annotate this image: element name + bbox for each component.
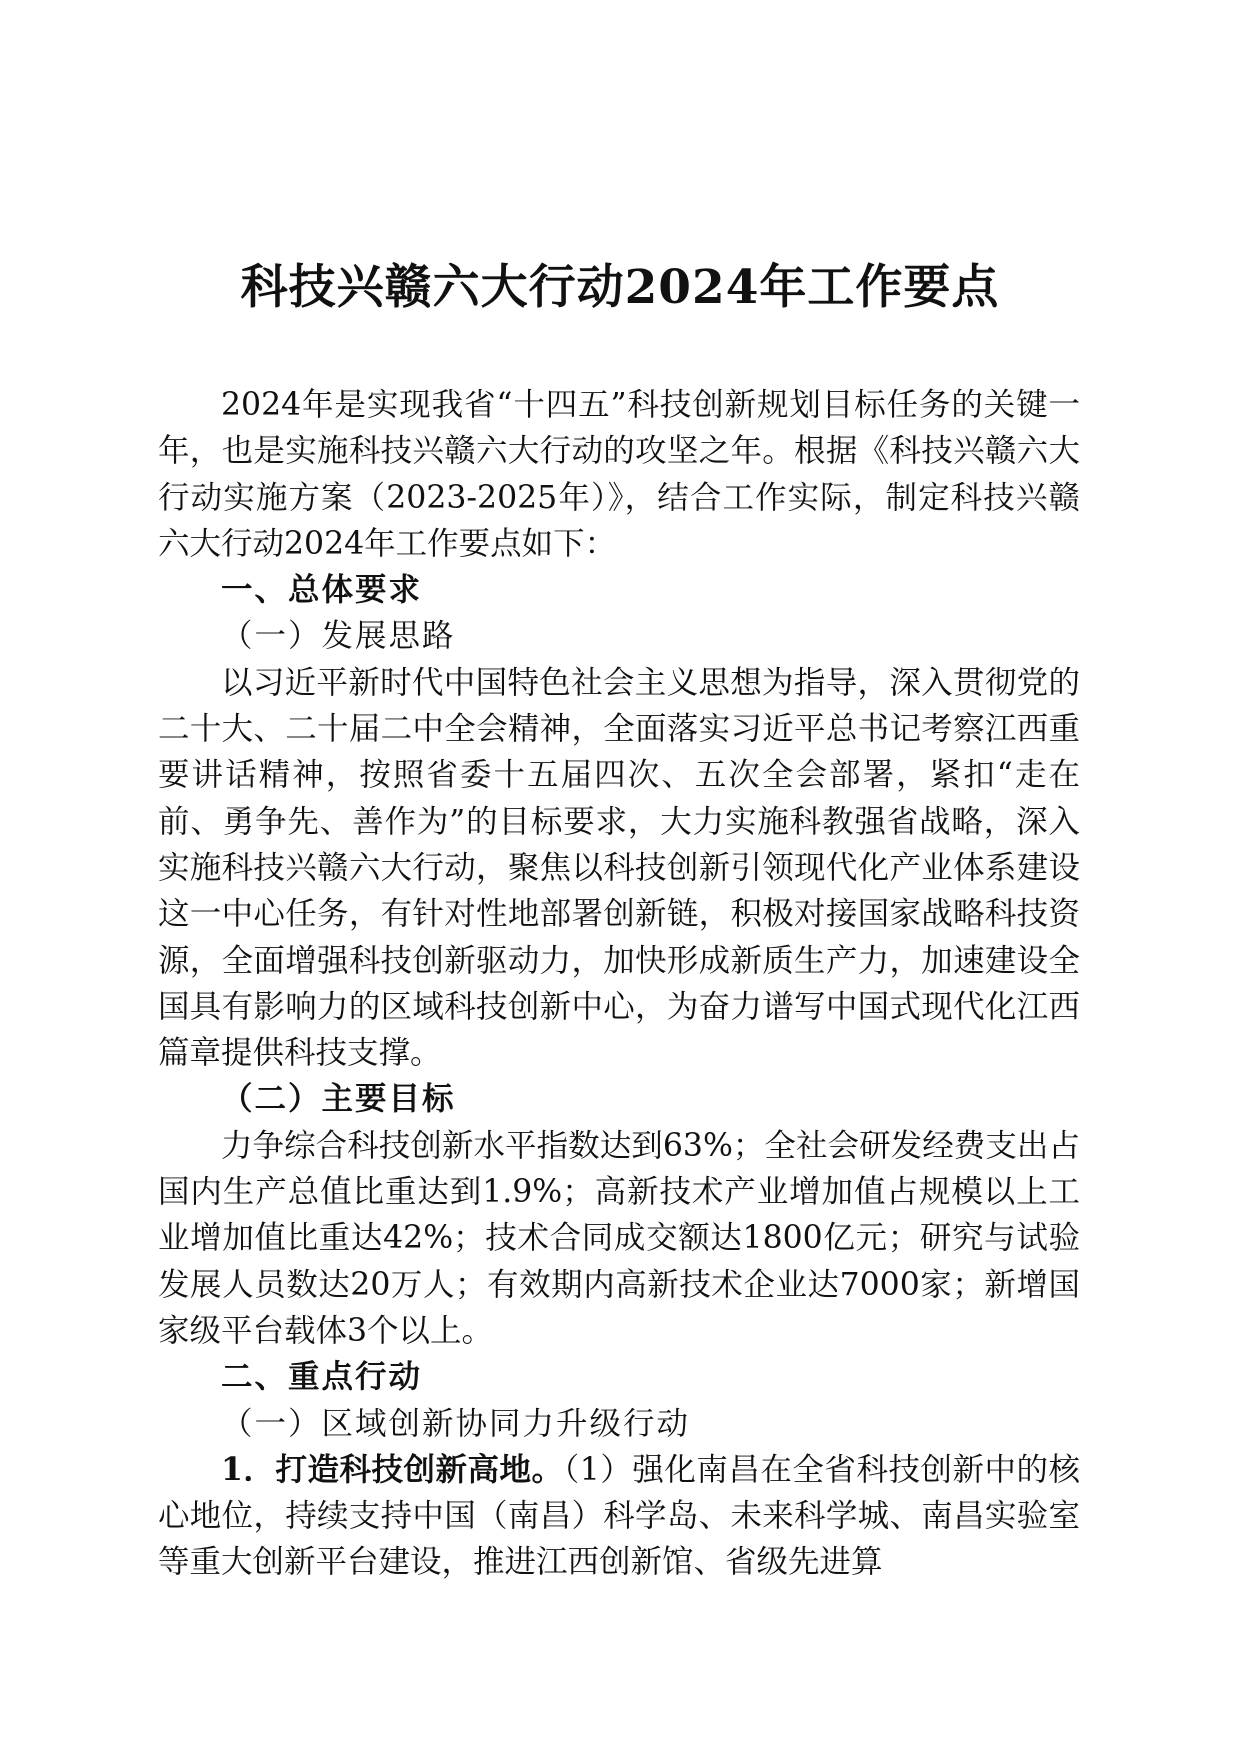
section-heading-key-actions: 二、重点行动 bbox=[221, 1358, 423, 1396]
document-title: 科技兴赣六大行动2024年工作要点 bbox=[240, 260, 1000, 315]
section-heading-general-requirements: 一、总体要求 bbox=[221, 571, 423, 609]
item-body-text: （1）强化南昌在全省科技创新中的核心地位，持续支持中国（南昌）科学岛、未来科学城、南昌实验室等重大创新平台建设，推进江西创新馆、省级先进算 bbox=[158, 1451, 1081, 1581]
item-paragraph-innovation-highland bbox=[158, 1447, 1080, 1586]
subsection-heading-development-approach: （一）发展思路 bbox=[221, 618, 456, 655]
main-goals-paragraph: 力争综合科技创新水平指数达到63%；全社会研发经费支出占国内生产总值比重达到1.9%；高新技术产业增加值占规模以上工业增加值比重达42%；技术合同成交额达1800亿元；研究与试验发展人员数达20万人；有效期内高新技术企业达7000家；新增国家级平台载体3个以上。 bbox=[158, 1127, 1080, 1349]
subsection-heading-regional-innovation: （一）区域创新协同力升级行动 bbox=[221, 1405, 691, 1442]
subsection-heading-main-goals: （二）主要目标 bbox=[221, 1080, 456, 1118]
development-approach-paragraph: 以习近平新时代中国特色社会主义思想为指导，深入贯彻党的二十大、二十届二中全会精神，全面落实习近平总书记考察江西重要讲话精神，按照省委十五届四次、五次全会部署，紧扣“走在前、勇争先、善作为”的目标要求，大力实施科教强省战略，深入实施科技兴赣六大行动，聚焦以科技创新引领现代化产业体系建设这一中心任务，有针对性地部署创新链，积极对接国家战略科技资源，全面增强科技创新驱动力，加快形成新质生产力，加速建设全国具有影响力的区域科技创新中心，为奋力谱写中国式现代化江西篇章提供科技支撑。 bbox=[158, 664, 1080, 1072]
document-body bbox=[158, 382, 1080, 1586]
item-lead-text: 1．打造科技创新高地。 bbox=[221, 1450, 564, 1488]
intro-paragraph: 2024年是实现我省“十四五”科技创新规划目标任务的关键一年，也是实施科技兴赣六大行动的攻坚之年。根据《科技兴赣六大行动实施方案（2023-2025年）》，结合工作实际，制定科技兴赣六大行动2024年工作要点如下： bbox=[158, 387, 1080, 562]
